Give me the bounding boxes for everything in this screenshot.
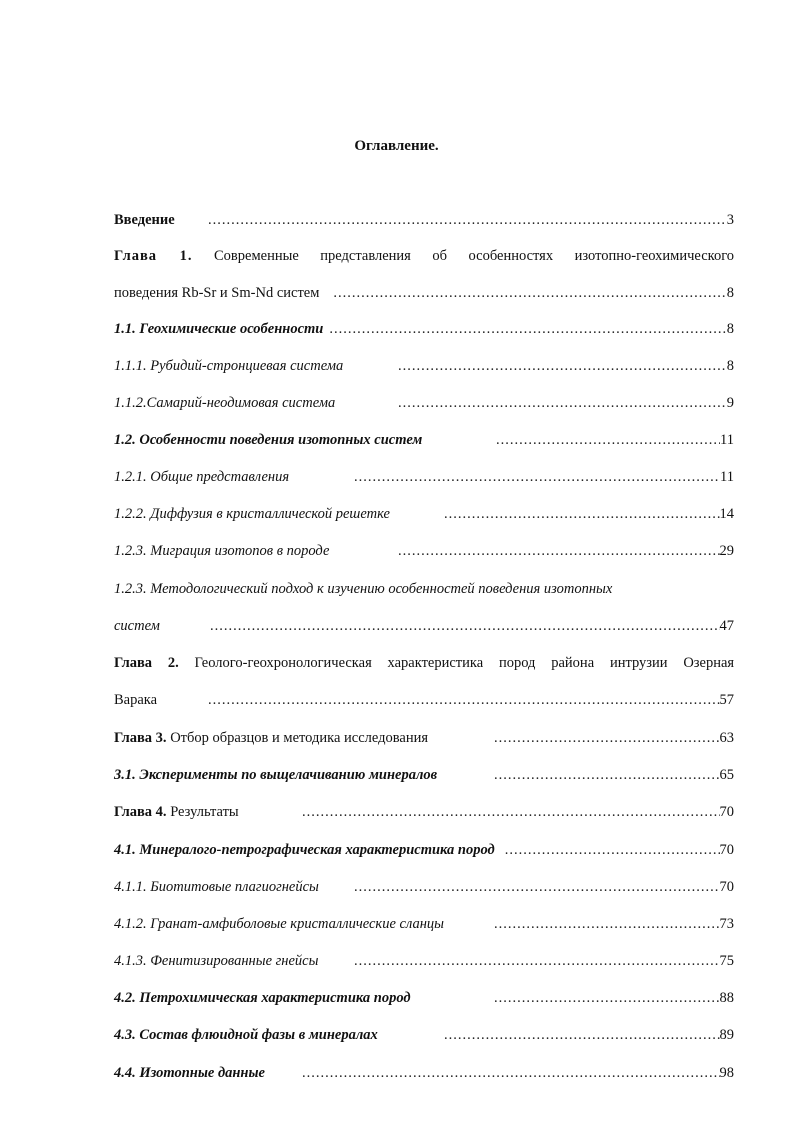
toc-entry-label: Результаты — [166, 804, 239, 820]
toc-leader-dots — [208, 209, 727, 231]
toc-entry-label: Отбор образцов и методика исследования — [166, 730, 429, 746]
toc-entry-4-1-2 — [114, 913, 734, 935]
toc-entry-page: 8 — [726, 358, 734, 374]
toc-entry-page: 9 — [726, 395, 734, 411]
toc-entry-page: 11 — [720, 469, 734, 485]
toc-entry-label: систем — [114, 618, 160, 634]
toc-leader-dots — [398, 355, 727, 377]
chapter-1-word: представления — [320, 248, 411, 264]
toc-entry-label: 1.2. Особенности поведения изотопных систем — [114, 432, 423, 448]
chapter-2-prefix: Глава 2. — [114, 655, 179, 671]
toc-entry-4-2 — [114, 987, 734, 1009]
toc-leader-dots — [494, 727, 720, 749]
toc-leader-dots — [354, 876, 720, 898]
toc-entry-page: 70 — [719, 879, 734, 895]
toc-entry-1-1 — [114, 318, 734, 340]
toc-entry-3-1 — [114, 764, 734, 786]
toc-entry-chapter-2-line-1 — [114, 652, 734, 674]
toc-entry-4-1-1 — [114, 876, 734, 898]
toc-entry-page: 75 — [719, 953, 734, 969]
toc-entry-page: 89 — [719, 1027, 734, 1043]
chapter-1-word: изотопно-геохимического — [574, 248, 735, 264]
toc-leader-dots — [444, 503, 720, 525]
toc-entry-page: 57 — [719, 692, 734, 708]
toc-entry-chapter-1 — [114, 282, 734, 304]
toc-leader-dots — [333, 282, 726, 304]
toc-entry-1-1-2 — [114, 392, 734, 414]
toc-entry-page: 29 — [719, 543, 734, 559]
toc-entry-1-2-2 — [114, 503, 734, 525]
toc-entry-label: 1.2.1. Общие представления — [114, 469, 290, 485]
toc-entry-chapter-4 — [114, 801, 734, 823]
chapter-1-prefix: Глава 1. — [114, 248, 193, 264]
toc-leader-dots — [505, 839, 720, 861]
toc-leader-dots — [208, 689, 720, 711]
toc-entry-page: 63 — [719, 730, 734, 746]
toc-entry-label: 4.2. Петрохимическая характеристика пород — [114, 990, 411, 1006]
toc-entry-chapter-1-line-1 — [114, 245, 734, 267]
toc-entry-label-group — [114, 727, 494, 749]
toc-entry-label: 1.1.2.Самарий-неодимовая система — [114, 395, 336, 411]
toc-entry-label: 4.3. Состав флюидной фазы в минералах — [114, 1027, 378, 1043]
toc-entry-label: Введение — [114, 212, 175, 228]
toc-leader-dots — [354, 466, 720, 488]
toc-entry-label: 1.1.1. Рубидий-стронциевая система — [114, 358, 344, 374]
toc-entry-page: 11 — [720, 432, 734, 448]
toc-entry-label: 1.2.3. Миграция изотопов в породе — [114, 543, 330, 559]
toc-entry-page: 70 — [719, 842, 734, 858]
toc-leader-dots — [494, 913, 720, 935]
toc-entry-introduction — [114, 209, 734, 231]
toc-entry-page: 14 — [719, 506, 734, 522]
toc-entry-1-2-3 — [114, 540, 734, 562]
toc-leader-dots — [444, 1024, 720, 1046]
toc-entry-4-1-3 — [114, 950, 734, 972]
toc-entry-1-2-3-method-line-1 — [114, 578, 734, 600]
toc-entry-chapter-2 — [114, 689, 734, 711]
toc-entry-label-line-1: 1.2.3. Методологический подход к изучению особенностей поведения изотопных — [114, 581, 613, 597]
chapter-1-word: об — [432, 248, 448, 264]
toc-entry-page: 3 — [726, 212, 734, 228]
toc-entry-label: 1.1. Геохимические особенности — [114, 321, 324, 337]
chapter-2-word: характеристика — [387, 655, 484, 671]
page-title: Оглавление. — [354, 138, 439, 154]
toc-leader-dots — [398, 392, 727, 414]
toc-entry-label: Варака — [114, 692, 158, 708]
chapter-2-word: Геолого-геохронологическая — [194, 655, 372, 671]
toc-entry-1-2-1 — [114, 466, 734, 488]
toc-entry-4-3 — [114, 1024, 734, 1046]
toc-entry-label-group — [114, 801, 302, 823]
toc-leader-dots — [494, 764, 720, 786]
toc-leader-dots — [496, 429, 720, 451]
toc-leader-dots — [354, 950, 720, 972]
toc-entry-label: 4.1. Минералого-петрографическая характеристика пород — [114, 842, 495, 858]
toc-leader-dots — [398, 540, 720, 562]
toc-leader-dots — [210, 615, 720, 637]
toc-leader-dots — [329, 318, 726, 340]
chapter-1-word: особенностях — [468, 248, 554, 264]
chapter-2-word: района — [551, 655, 595, 671]
chapter-4-prefix: Глава 4. — [114, 804, 167, 820]
toc-entry-page: 47 — [719, 618, 734, 634]
toc-entry-page: 8 — [726, 321, 734, 337]
toc-entry-page: 73 — [719, 916, 734, 932]
chapter-2-word: пород — [498, 655, 536, 671]
toc-entry-page: 98 — [719, 1065, 734, 1081]
chapter-1-word: Современные — [214, 248, 299, 264]
toc-entry-1-2 — [114, 429, 734, 451]
toc-leader-dots — [302, 801, 720, 823]
toc-entry-label: 3.1. Эксперименты по выщелачиванию минералов — [114, 767, 438, 783]
toc-entry-label: 4.1.1. Биотитовые плагиогнейсы — [114, 879, 319, 895]
toc-entry-4-1 — [114, 839, 734, 861]
toc-entry-page: 70 — [719, 804, 734, 820]
toc-entry-label: 4.1.3. Фенитизированные гнейсы — [114, 953, 319, 969]
toc-entry-page: 65 — [719, 767, 734, 783]
toc-leader-dots — [494, 987, 720, 1009]
toc-entry-label: 4.4. Изотопные данные — [114, 1065, 265, 1081]
chapter-2-word: интрузии — [609, 655, 668, 671]
toc-entry-1-2-3-method — [114, 615, 734, 637]
toc-entry-label: 4.1.2. Гранат-амфиболовые кристаллические сланцы — [114, 916, 444, 932]
toc-entry-label: 1.2.2. Диффузия в кристаллической решетке — [114, 506, 390, 522]
toc-entry-4-4 — [114, 1062, 734, 1084]
chapter-2-word: Озерная — [683, 655, 735, 671]
chapter-3-prefix: Глава 3. — [114, 730, 167, 746]
toc-entry-page: 88 — [719, 990, 734, 1006]
toc-entry-chapter-3 — [114, 727, 734, 749]
toc-entry-label: поведения Rb-Sr и Sm-Nd систем — [114, 285, 320, 301]
toc-leader-dots — [302, 1062, 720, 1084]
toc-entry-page: 8 — [726, 285, 734, 301]
toc-entry-1-1-1 — [114, 355, 734, 377]
